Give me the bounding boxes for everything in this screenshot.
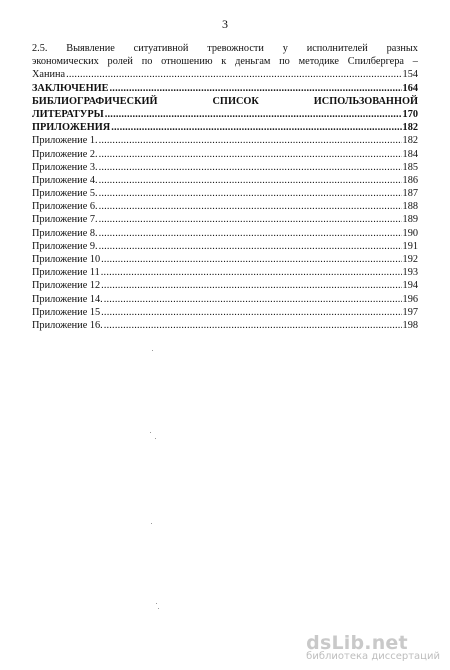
- toc-leader-dots: [104, 293, 402, 306]
- toc-section-2-5-line1: [32, 42, 418, 55]
- toc-entry-appendix[interactable]: [32, 240, 418, 253]
- toc-entry-page: 182: [402, 135, 418, 147]
- toc-entry-appendix[interactable]: [32, 213, 418, 226]
- toc-entry-label: Приложение 8.: [32, 227, 98, 239]
- toc-word: экономических: [32, 56, 99, 68]
- toc-entry-appendix[interactable]: [32, 306, 418, 319]
- toc-leader-dots: [99, 240, 402, 253]
- toc-leader-dots: [105, 108, 402, 121]
- toc-entry-label: Приложение 5.: [32, 188, 98, 200]
- toc-entry-page: 188: [402, 201, 418, 213]
- watermark-logo: dsLib.net: [306, 632, 408, 654]
- toc-entry-page: 191: [402, 240, 418, 252]
- toc-entry-label: ПРИЛОЖЕНИЯ: [32, 122, 111, 134]
- toc-entry-appendix[interactable]: [32, 279, 418, 292]
- toc-bibliography-line1: [32, 95, 418, 108]
- toc-word: БИБЛИОГРАФИЧЕСКИЙ: [32, 95, 158, 107]
- toc-entry-appendix[interactable]: [32, 227, 418, 240]
- toc-word: разных: [386, 43, 418, 54]
- toc-entry-label: Приложение 11: [32, 267, 100, 279]
- toc-entry-page: 170: [402, 108, 418, 120]
- toc-entry-label: ЛИТЕРАТУРЫ: [32, 108, 104, 120]
- toc-entry-appendix[interactable]: [32, 134, 418, 147]
- toc-entry-label: ЗАКЛЮЧЕНИЕ: [32, 82, 109, 94]
- toc-entry-page: 194: [402, 280, 418, 292]
- toc-entry-label: Приложение 14.: [32, 293, 103, 305]
- toc-entry-appendices[interactable]: [32, 121, 418, 134]
- toc-entry-page: 193: [402, 267, 418, 279]
- toc-word: у: [282, 43, 288, 54]
- toc-entry-appendix[interactable]: [32, 174, 418, 187]
- toc-entry-page: 192: [402, 254, 418, 265]
- toc-entry-label: Приложение 16.: [32, 319, 103, 331]
- toc-word: ситуативной: [133, 43, 189, 54]
- toc-leader-dots: [99, 227, 402, 240]
- scan-speck: [158, 608, 159, 609]
- page-number: 3: [222, 17, 228, 31]
- toc-word: Выявление: [66, 43, 115, 54]
- toc-word: методике: [298, 56, 339, 68]
- toc-word: ИСПОЛЬЗОВАННОЙ: [313, 95, 418, 107]
- toc-word: деньгам: [235, 56, 271, 68]
- toc-entry-appendix[interactable]: [32, 253, 418, 266]
- toc-entry-label: Приложение 12: [32, 280, 101, 292]
- toc-entry-label: Приложение 15: [32, 306, 101, 318]
- toc-entry-label: Приложение 4.: [32, 174, 98, 186]
- toc-leader-dots: [66, 68, 401, 81]
- toc-entry-section-2-5[interactable]: [32, 68, 418, 81]
- toc-leader-dots: [101, 266, 402, 279]
- toc-entry-label: Приложение 10: [32, 254, 101, 265]
- toc-entry-page: 196: [402, 293, 418, 305]
- toc-word: тревожности: [207, 43, 264, 54]
- toc-leader-dots: [99, 200, 402, 213]
- watermark-subtitle: библиотека диссертаций: [306, 651, 440, 662]
- toc-leader-dots: [101, 279, 401, 292]
- toc-entry-appendix[interactable]: [32, 161, 418, 174]
- toc-entry-page: 198: [402, 319, 418, 331]
- toc-entry-page: 186: [402, 174, 418, 186]
- toc-entry-page: 197: [402, 306, 418, 318]
- toc-entry-bibliography[interactable]: [32, 108, 418, 121]
- toc-entry-appendix[interactable]: [32, 187, 418, 200]
- toc-leader-dots: [99, 213, 402, 226]
- toc-leader-dots: [101, 306, 401, 319]
- scan-speck: [152, 350, 153, 351]
- toc-entry-page: 190: [402, 227, 418, 239]
- toc-entry-label: Приложение 7.: [32, 214, 98, 226]
- toc-entry-label: Ханина: [32, 69, 66, 81]
- toc-entry-page: 154: [402, 69, 418, 81]
- toc-entry-label: Приложение 2.: [32, 148, 98, 160]
- toc-word: по: [279, 56, 290, 68]
- scan-speck: [150, 432, 151, 433]
- toc-section-2-5-line2: [32, 55, 418, 68]
- toc-leader-dots: [104, 319, 402, 332]
- toc-entry-conclusion[interactable]: [32, 82, 418, 95]
- toc-word: ролей: [107, 56, 133, 68]
- toc-entry-appendix[interactable]: [32, 319, 418, 332]
- scan-speck: [151, 523, 152, 524]
- toc-leader-dots: [99, 161, 402, 174]
- toc-word: СПИСОК: [212, 95, 259, 107]
- toc-leader-dots: [101, 253, 401, 266]
- toc-leader-dots: [99, 134, 402, 147]
- toc-leader-dots: [99, 174, 402, 187]
- toc-entry-page: 164: [402, 82, 418, 94]
- toc-entry-page: 182: [402, 122, 418, 134]
- toc-entry-label: Приложение 9.: [32, 240, 98, 252]
- scan-speck: [156, 603, 157, 604]
- toc-word: –: [412, 56, 418, 68]
- table-of-contents: [32, 42, 418, 332]
- toc-word: по: [141, 56, 153, 68]
- toc-word: Спилбергера: [347, 56, 404, 68]
- toc-entry-label: Приложение 6.: [32, 201, 98, 213]
- toc-entry-appendix[interactable]: [32, 148, 418, 161]
- toc-leader-dots: [99, 148, 402, 161]
- toc-word: исполнителей: [306, 43, 368, 54]
- watermark: [306, 632, 440, 662]
- toc-entry-page: 184: [402, 148, 418, 160]
- toc-entry-page: 185: [402, 161, 418, 173]
- toc-leader-dots: [111, 121, 401, 134]
- toc-entry-label: Приложение 1.: [32, 135, 98, 147]
- toc-entry-page: 189: [402, 214, 418, 226]
- toc-leader-dots: [99, 187, 402, 200]
- toc-leader-dots: [110, 82, 402, 95]
- toc-entry-page: 187: [402, 188, 418, 200]
- toc-word: 2.5.: [32, 43, 48, 54]
- scan-speck: [155, 438, 156, 439]
- toc-word: отношению: [161, 56, 213, 68]
- toc-entry-appendix[interactable]: [32, 200, 418, 213]
- toc-entry-appendix[interactable]: [32, 293, 418, 306]
- toc-entry-appendix[interactable]: [32, 266, 418, 279]
- toc-word: к: [221, 56, 227, 68]
- toc-entry-label: Приложение 3.: [32, 161, 98, 173]
